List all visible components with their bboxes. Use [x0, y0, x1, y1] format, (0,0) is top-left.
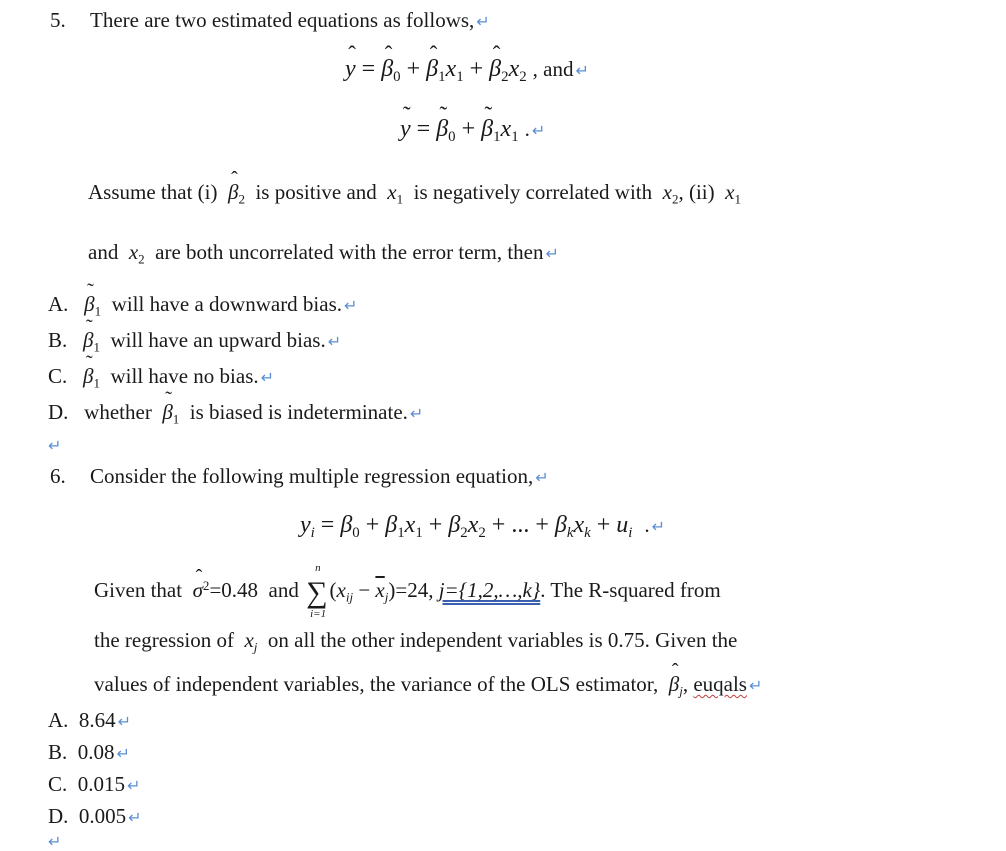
q5-option-c[interactable]: C. ˜ $\beta_1$ will have no bias. ↵ — [48, 364, 274, 389]
q5-intro: There are two estimated equations as follows, ↵ — [90, 8, 490, 32]
return-icon: ↵ — [128, 808, 142, 827]
return-icon: ↵ — [260, 368, 275, 387]
q6-option-d[interactable]: D. 0.005 ↵ — [48, 804, 142, 828]
empty-paragraph-return-icon: ↵ — [48, 436, 62, 455]
return-icon: ↵ — [476, 12, 490, 31]
q6-intro: Consider the following multiple regression equation, ↵ — [90, 464, 549, 488]
q5-option-a[interactable]: A. ˜ $\beta_1$ will have a downward bias. ↵ — [48, 292, 357, 317]
return-icon: ↵ — [535, 468, 549, 487]
q6-option-c[interactable]: C. 0.015 ↵ — [48, 772, 141, 796]
empty-paragraph-return-icon: ↵ — [48, 832, 62, 851]
summation-symbol: ∑ n i=1 — [306, 562, 328, 620]
q6-given-line-1: Given that ˆ $\sigma^2=0.48$ and ∑ n i=1 $(x_{ij} - \overline{x}_j)=24$, j={1,2,…,k}. The R-squared from — [94, 576, 721, 610]
q6-option-a[interactable]: A. 8.64 ↵ — [48, 708, 132, 732]
q6-given-line-3: values of independent variables, the variance of the OLS estimator, ˆ $\beta_j$, euqals ↵ — [94, 672, 762, 697]
q5-assumption-line-2: and $x_2$ are both uncorrelated with the error term, then ↵ — [88, 240, 559, 267]
q5-number: 5. — [50, 8, 66, 32]
return-icon: ↵ — [531, 121, 546, 140]
return-icon: ↵ — [575, 61, 589, 80]
q6-option-b[interactable]: B. 0.08 ↵ — [48, 740, 130, 764]
q5-option-b[interactable]: B. ˜ $\beta_1$ will have an upward bias. ↵ — [48, 328, 341, 353]
q6-regression-equation: $y_i = \beta_0 + \beta_1x_1 + \beta_2x_2$ + ... + $\beta_kx_k + u_i$ . ↵ — [300, 512, 666, 542]
q6-number: 6. — [50, 464, 66, 488]
return-icon: ↵ — [116, 744, 130, 763]
return-icon: ↵ — [409, 404, 424, 423]
q6-given-line-2: the regression of $x_j$ on all the other independent variables is 0.75. Given the — [94, 628, 738, 655]
return-icon: ↵ — [127, 776, 141, 795]
q5-option-d[interactable]: D. whether ˜ $\beta_1$ is biased is indeterminate. ↵ — [48, 400, 423, 425]
spellcheck-underlined-word: euqals — [693, 672, 747, 696]
return-icon: ↵ — [327, 332, 342, 351]
q5-equation-1: ˆ y = ˆ $\beta_0$ + ˆ $\beta_1x_1$ + ˆ $\beta_2x_2$ , and ↵ — [345, 56, 589, 83]
return-icon: ↵ — [545, 244, 559, 263]
return-icon: ↵ — [748, 676, 763, 695]
q5-assumption-line-1: Assume that (i) ˆ $\beta_2$ is positive and $x_1$ is negatively correlated with $x_2$, (ii) $x_1$ — [88, 180, 741, 205]
return-icon: ↵ — [651, 517, 666, 536]
return-icon: ↵ — [117, 712, 132, 731]
return-icon: ↵ — [344, 296, 358, 315]
q5-equation-2: ˜ y = ˜ $\beta_0$ + ˜ $\beta_1x_1$ . ↵ — [400, 116, 545, 143]
